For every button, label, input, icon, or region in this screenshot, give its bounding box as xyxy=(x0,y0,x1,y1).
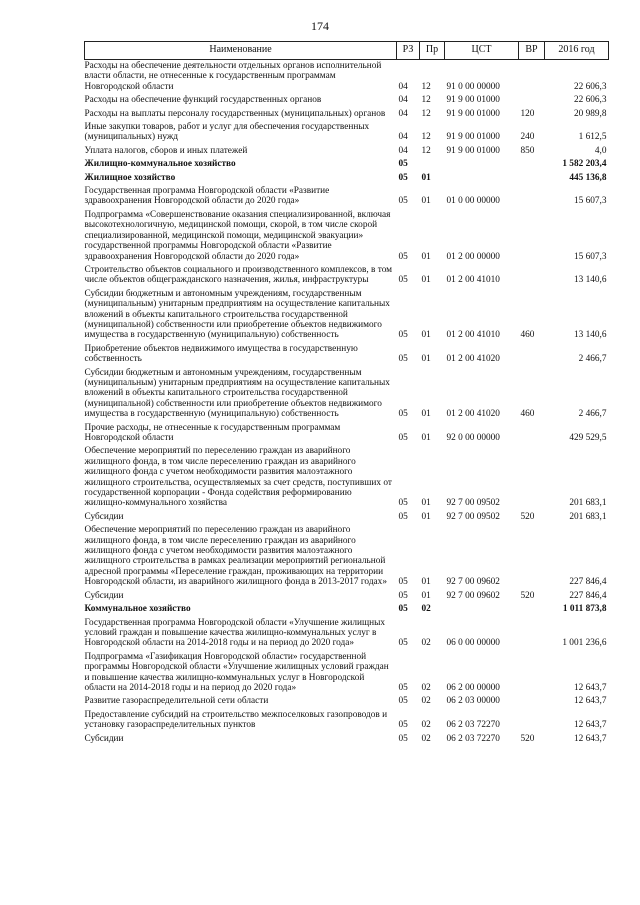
row-cst-cell xyxy=(445,603,519,616)
row-name-cell: Субсидии xyxy=(84,733,124,744)
row-pr-cell: 12 xyxy=(421,81,431,92)
row-name-cell: Обеспечение мероприятий по переселению граждан из аварийного жилищного фонда, в том числе переселению граждан из аварийного жилищного фонда с учетом необходимости развития малоэтажного жилищного строительства в рамках реализации мероприятий региональной адресной программы «Переселение граждан, проживающих на территории Новгородской области, из аварийного жилищного фонда в 2013-2017 годах» xyxy=(84,525,387,588)
header-name: Наименование xyxy=(85,42,397,60)
row-sum-cell: 445 136,8 xyxy=(569,172,607,183)
row-cst-cell xyxy=(445,158,519,171)
row-vr-cell: 850 xyxy=(520,145,535,156)
row-vr-cell xyxy=(519,445,545,510)
row-vr-cell: 520 xyxy=(520,733,535,744)
row-rz-cell: 05 xyxy=(398,696,408,707)
row-sum-cell: 1 612,5 xyxy=(578,132,607,143)
table-row xyxy=(85,511,609,524)
row-cst-cell: 06 0 00 00000 xyxy=(446,638,500,649)
row-name-cell: Государственная программа Новгородской области «Улучшение жилищных условий граждан и повышение качества жилищно-коммунальных услуг в Новгородской области на 2014-2018 годы и на период до 2020 года» xyxy=(84,617,385,649)
row-name-cell: Субсидии бюджетным и автономным учреждениям, государственным (муниципальным) унитарным предприятиям на осуществление капитальных вложений в объекты капитального строительства государственной (муниципальной) собственности или приобретение объектов недвижимого имущества в государственную (муниципальную) собственность xyxy=(84,288,390,341)
row-name-cell: Развитие газораспределительной сети области xyxy=(84,696,269,707)
table-row xyxy=(85,651,609,696)
row-rz-cell: 05 xyxy=(398,577,408,588)
row-rz-cell: 05 xyxy=(398,330,408,341)
table-row xyxy=(85,185,609,209)
row-name-cell: Расходы на выплаты персоналу государственных (муниципальных) органов xyxy=(84,108,386,119)
row-name-cell: Прочие расходы, не отнесенные к государственным программам Новгородской области xyxy=(84,422,341,443)
table-row xyxy=(85,422,609,446)
table-row xyxy=(85,209,609,264)
table-header xyxy=(85,42,609,60)
row-pr-cell: 01 xyxy=(421,590,431,601)
row-sum-cell: 13 140,6 xyxy=(573,275,607,286)
row-vr-cell: 120 xyxy=(520,108,535,119)
row-cst-cell: 01 2 00 41020 xyxy=(446,354,500,365)
row-sum-cell: 429 529,5 xyxy=(569,433,607,443)
row-sum-cell: 15 607,3 xyxy=(573,196,607,207)
row-vr-cell: 460 xyxy=(520,330,535,341)
row-vr-cell xyxy=(519,60,545,95)
budget-table xyxy=(84,41,609,746)
row-sum-cell: 15 607,3 xyxy=(573,251,607,262)
row-rz-cell: 05 xyxy=(398,720,408,731)
table-row xyxy=(85,603,609,616)
table-row xyxy=(85,172,609,185)
row-vr-cell xyxy=(519,524,545,589)
row-rz-cell: 05 xyxy=(398,172,408,183)
table-row xyxy=(85,733,609,746)
row-name-cell: Приобретение объектов недвижимого имущества в государственную собственность xyxy=(84,343,358,365)
row-cst-cell: 06 2 00 00000 xyxy=(446,682,500,693)
row-pr-cell: 01 xyxy=(421,330,431,341)
row-vr-cell xyxy=(519,209,545,264)
header-pr: Пр xyxy=(420,42,445,60)
table-row xyxy=(85,145,609,158)
row-sum-cell: 227 846,4 xyxy=(569,590,607,601)
row-vr-cell xyxy=(519,94,545,107)
row-pr-cell: 01 xyxy=(421,511,431,522)
row-pr-cell: 01 xyxy=(421,275,431,286)
row-pr-cell xyxy=(420,158,445,171)
row-rz-cell: 05 xyxy=(398,638,408,649)
row-cst-cell: 92 0 00 00000 xyxy=(446,433,500,443)
row-sum-cell: 1 001 236,6 xyxy=(562,638,607,649)
row-cst-cell: 92 7 00 09602 xyxy=(446,577,500,588)
row-pr-cell: 02 xyxy=(421,604,431,615)
row-pr-cell: 12 xyxy=(421,95,431,106)
row-cst-cell: 06 2 03 72270 xyxy=(446,720,500,731)
row-vr-cell xyxy=(519,172,545,185)
row-sum-cell: 1 011 873,8 xyxy=(562,604,607,615)
row-sum-cell: 12 643,7 xyxy=(573,696,607,707)
row-name-cell: Расходы на обеспечение деятельности отдельных органов исполнительной власти области, не отнесенные к государственным программам Новгородской области xyxy=(84,61,382,92)
page-number: 174 xyxy=(311,19,329,33)
row-sum-cell: 4,0 xyxy=(594,145,607,156)
row-name-cell: Жилищно-коммунальное хозяйство xyxy=(84,159,236,170)
row-vr-cell xyxy=(519,343,545,367)
row-rz-cell: 05 xyxy=(398,196,408,207)
row-pr-cell: 12 xyxy=(421,145,431,156)
row-cst-cell: 91 9 00 01000 xyxy=(446,145,500,156)
row-sum-cell: 201 683,1 xyxy=(569,511,607,522)
row-cst-cell: 06 2 03 72270 xyxy=(446,733,500,744)
row-name-cell: Жилищное хозяйство xyxy=(84,172,176,183)
row-name-cell: Строительство объектов социального и производственного комплексов, в том числе объектов общегражданского назначения, жилья, инфраструктуры xyxy=(84,264,393,286)
row-pr-cell: 01 xyxy=(421,498,431,509)
row-rz-cell: 05 xyxy=(398,159,408,170)
row-vr-cell xyxy=(519,264,545,288)
row-sum-cell: 20 989,8 xyxy=(573,108,607,119)
row-cst-cell: 01 2 00 00000 xyxy=(446,251,500,262)
table-row xyxy=(85,60,609,95)
row-name-cell: Субсидии бюджетным и автономным учреждениям, государственным (муниципальным) унитарным предприятиям на осуществление капитальных вложений в объекты капитального строительства государственной (муниципальной) собственности или приобретение объектов недвижимого имущества в государственную (муниципальную) собственность xyxy=(84,367,390,420)
row-name-cell: Уплата налогов, сборов и иных платежей xyxy=(84,145,248,156)
row-vr-cell: 520 xyxy=(520,590,535,601)
row-rz-cell: 05 xyxy=(398,433,408,443)
header-vr: ВР xyxy=(519,42,545,60)
row-name-cell: Обеспечение мероприятий по переселению граждан из аварийного жилищного фонда, в том числе переселению граждан из аварийного жилищного фонда с учетом необходимости развития малоэтажного жилищного строительства, осуществляемых за счет средств, поступивших от государственной корпорации - Фонда содействия реформированию жилищно-коммунального хозяйства xyxy=(84,446,392,509)
row-pr-cell: 02 xyxy=(421,638,431,649)
row-name-cell: Коммунальное хозяйство xyxy=(84,604,191,615)
row-sum-cell: 13 140,6 xyxy=(573,330,607,341)
row-rz-cell: 05 xyxy=(398,354,408,365)
table-row xyxy=(85,94,609,107)
row-sum-cell: 12 643,7 xyxy=(573,733,607,744)
row-cst-cell: 06 2 03 00000 xyxy=(446,696,500,707)
row-cst-cell: 92 7 00 09602 xyxy=(446,590,500,601)
row-vr-cell xyxy=(519,651,545,696)
table-row xyxy=(85,343,609,367)
row-rz-cell: 05 xyxy=(398,733,408,744)
row-pr-cell: 02 xyxy=(421,696,431,707)
row-cst-cell: 01 2 00 41010 xyxy=(446,330,500,341)
row-pr-cell: 01 xyxy=(421,409,431,420)
row-name-cell: Подпрограмма «Совершенствование оказания специализированной, включая высокотехнологичную, медицинской помощи, скорой, в том числе скорой специализированной, медицинской помощи, медицинской эвакуации» государственной программы Новгородской области «Развитие здравоохранения Новгородской области до 2020 года» xyxy=(84,209,391,262)
row-rz-cell: 05 xyxy=(398,251,408,262)
row-vr-cell xyxy=(519,617,545,651)
row-sum-cell: 12 643,7 xyxy=(573,682,607,693)
row-sum-cell: 201 683,1 xyxy=(569,498,607,509)
row-cst-cell: 01 2 00 41020 xyxy=(446,409,500,420)
row-rz-cell: 05 xyxy=(398,590,408,601)
row-sum-cell: 227 846,4 xyxy=(569,577,607,588)
table-body xyxy=(85,60,609,746)
row-rz-cell: 05 xyxy=(398,604,408,615)
table-row xyxy=(85,158,609,171)
row-cst-cell: 01 2 00 41010 xyxy=(446,275,500,286)
row-pr-cell: 02 xyxy=(421,682,431,693)
row-sum-cell: 1 582 203,4 xyxy=(562,159,607,170)
row-rz-cell: 05 xyxy=(398,682,408,693)
row-sum-cell: 22 606,3 xyxy=(573,95,607,106)
row-vr-cell xyxy=(519,603,545,616)
row-rz-cell: 05 xyxy=(398,511,408,522)
table-row xyxy=(85,367,609,422)
row-pr-cell: 02 xyxy=(421,720,431,731)
row-name-cell: Расходы на обеспечение функций государственных органов xyxy=(84,95,322,106)
table-row xyxy=(85,617,609,651)
table-row xyxy=(85,445,609,510)
row-rz-cell: 04 xyxy=(398,95,408,106)
row-pr-cell: 12 xyxy=(421,108,431,119)
row-cst-cell xyxy=(445,172,519,185)
row-vr-cell xyxy=(519,422,545,446)
header-cst: ЦСТ xyxy=(445,42,519,60)
row-cst-cell: 91 9 00 01000 xyxy=(446,132,500,143)
row-name-cell: Иные закупки товаров, работ и услуг для обеспечения государственных (муниципальных) нужд xyxy=(84,122,370,143)
row-cst-cell: 91 0 00 00000 xyxy=(446,81,500,92)
row-rz-cell: 05 xyxy=(398,409,408,420)
table-row xyxy=(85,264,609,288)
row-vr-cell xyxy=(519,695,545,708)
row-pr-cell: 01 xyxy=(421,433,431,443)
row-rz-cell: 05 xyxy=(398,275,408,286)
row-pr-cell: 01 xyxy=(421,251,431,262)
table-row xyxy=(85,695,609,708)
row-sum-cell: 2 466,7 xyxy=(578,354,607,365)
row-name-cell: Государственная программа Новгородской области «Развитие здравоохранения Новгородской области до 2020 года» xyxy=(84,186,330,207)
row-pr-cell: 12 xyxy=(421,132,431,143)
row-pr-cell: 01 xyxy=(421,196,431,207)
row-rz-cell: 05 xyxy=(398,498,408,509)
row-name-cell: Подпрограмма «Газификация Новгородской области» государственной программы Новгородской области «Улучшение жилищных условий граждан и повышение качества жилищно-коммунальных услуг в Новгородской области на 2014-2018 годы и на период до 2020 года» xyxy=(84,651,389,693)
row-vr-cell: 240 xyxy=(520,132,535,143)
table-row xyxy=(85,524,609,589)
row-vr-cell xyxy=(519,158,545,171)
row-sum-cell: 2 466,7 xyxy=(578,409,607,420)
row-rz-cell: 04 xyxy=(398,108,408,119)
row-vr-cell: 520 xyxy=(520,511,535,522)
table-row xyxy=(85,590,609,603)
row-vr-cell xyxy=(519,185,545,209)
row-cst-cell: 91 9 00 01000 xyxy=(446,95,500,106)
header-rz: РЗ xyxy=(397,42,420,60)
row-cst-cell: 92 7 00 09502 xyxy=(446,511,500,522)
table-row xyxy=(85,288,609,343)
row-rz-cell: 04 xyxy=(398,145,408,156)
row-sum-cell: 22 606,3 xyxy=(573,81,607,92)
row-name-cell: Субсидии xyxy=(84,511,124,522)
row-cst-cell: 92 7 00 09502 xyxy=(446,498,500,509)
row-cst-cell: 01 0 00 00000 xyxy=(446,196,500,207)
table-row xyxy=(85,709,609,733)
row-name-cell: Предоставление субсидий на строительство межпоселковых газопроводов и установку газораспределительных пунктов xyxy=(84,709,388,731)
row-pr-cell: 01 xyxy=(421,354,431,365)
row-pr-cell: 02 xyxy=(421,733,431,744)
row-vr-cell: 460 xyxy=(520,409,535,420)
table-row xyxy=(85,121,609,145)
table-row xyxy=(85,108,609,121)
row-cst-cell: 91 9 00 01000 xyxy=(446,108,500,119)
row-vr-cell xyxy=(519,709,545,733)
row-pr-cell: 01 xyxy=(421,577,431,588)
row-rz-cell: 04 xyxy=(398,81,408,92)
header-year: 2016 год xyxy=(545,42,609,60)
row-sum-cell: 12 643,7 xyxy=(573,720,607,731)
row-pr-cell: 01 xyxy=(421,172,431,183)
row-rz-cell: 04 xyxy=(398,132,408,143)
row-name-cell: Субсидии xyxy=(84,590,124,601)
